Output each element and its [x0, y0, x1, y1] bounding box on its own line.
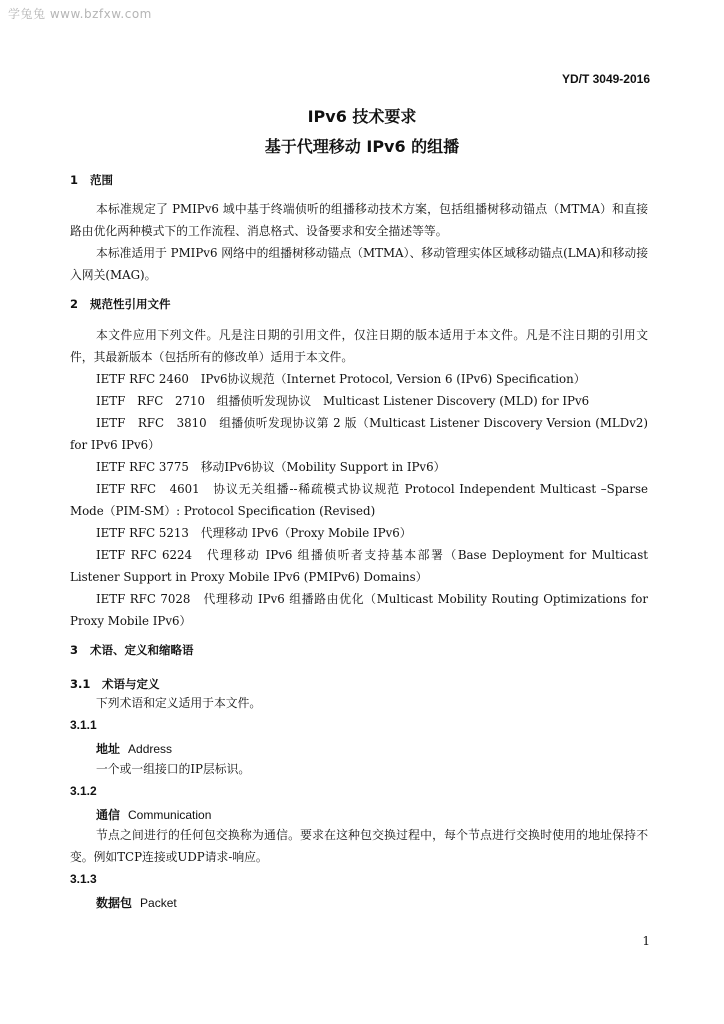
term-number: 3.1.2 [70, 784, 97, 798]
term-chinese: 地址 [96, 742, 121, 756]
term-english: Packet [140, 896, 177, 910]
section-heading-terms [70, 642, 194, 658]
document-subtitle: 基于代理移动 IPv6 的组播 [264, 137, 460, 156]
term-definition: 一个或一组接口的IP层标识。 [96, 762, 251, 776]
section-title: 术语与定义 [102, 677, 160, 691]
term-number: 3.1.1 [70, 718, 97, 732]
page-number: 1 [642, 934, 650, 948]
section-title: 规范性引用文件 [90, 297, 171, 311]
term-packet [96, 894, 177, 911]
term-english: Communication [128, 808, 212, 822]
section-number: 1 [70, 173, 79, 187]
term-chinese: 数据包 [96, 896, 133, 910]
section-heading-scope [70, 172, 113, 188]
standard-code: YD/T 3049-2016 [561, 72, 650, 86]
section-title: 范围 [90, 173, 113, 187]
reference-item: IETF RFC 2460 IPv6协议规范（Internet Protocol, Version 6 (IPv6) Specification） [96, 372, 586, 386]
terms-intro: 下列术语和定义适用于本文件。 [96, 696, 262, 710]
term-communication [96, 806, 211, 823]
section-number: 3 [70, 643, 79, 657]
reference-item: IETF RFC 7028 代理移动 IPv6 组播路由优化（Multicast Mobility Routing Optimizations for Proxy Mobile IPv6） [70, 592, 648, 628]
reference-item: IETF RFC 6224 代理移动 IPv6 组播侦听者支持基本部署（Base Deployment for Multicast Listener Support in Proxy Mobile IPv6 (PMIPv6) Domains） [70, 548, 648, 584]
document-title: IPv6 技术要求 [307, 107, 417, 126]
term-address [96, 740, 172, 757]
scope-paragraph-1: 本标准规定了 PMIPv6 域中基于终端侦听的组播移动技术方案，包括组播树移动锚点（MTMA）和直接路由优化两种模式下的工作流程、消息格式、设备要求和安全描述等等。 [70, 202, 648, 238]
subsection-heading-terms-definitions [70, 676, 160, 692]
section-title: 术语、定义和缩略语 [90, 643, 194, 657]
section-heading-normative-references [70, 296, 171, 312]
section-number: 3.1 [70, 677, 91, 691]
watermark: 学兔兔 www.bzfxw.com [8, 7, 152, 21]
term-chinese: 通信 [96, 808, 121, 822]
term-english: Address [128, 742, 173, 756]
section-number: 2 [70, 297, 79, 311]
term-definition: 节点之间进行的任何包交换称为通信。要求在这种包交换过程中，每个节点进行交换时使用的地址保持不变。例如TCP连接或UDP请求-响应。 [70, 828, 648, 864]
reference-item: IETF RFC 3810 组播侦听发现协议第 2 版（Multicast Listener Discovery Version (MLDv2) for IPv6 IPv6） [70, 416, 648, 452]
scope-paragraph-2: 本标准适用于 PMIPv6 网络中的组播树移动锚点（MTMA）、移动管理实体区域移动锚点(LMA)和移动接入网关(MAG)。 [70, 246, 648, 282]
reference-item: IETF RFC 3775 移动IPv6协议（Mobility Support in IPv6） [96, 460, 446, 474]
reference-item: IETF RFC 2710 组播侦听发现协议 Multicast Listener Discovery (MLD) for IPv6 [96, 394, 590, 408]
term-number: 3.1.3 [70, 872, 97, 886]
reference-item: IETF RFC 4601 协议无关组播--稀疏模式协议规范 Protocol Independent Multicast –Sparse Mode（PIM-SM）: Protocol Specification (Revised) [70, 482, 648, 518]
reference-item: IETF RFC 5213 代理移动 IPv6（Proxy Mobile IPv6） [96, 526, 412, 540]
references-intro: 本文件应用下列文件。凡是注日期的引用文件，仅注日期的版本适用于本文件。凡是不注日期的引用文件，其最新版本（包括所有的修改单）适用于本文件。 [70, 328, 648, 364]
